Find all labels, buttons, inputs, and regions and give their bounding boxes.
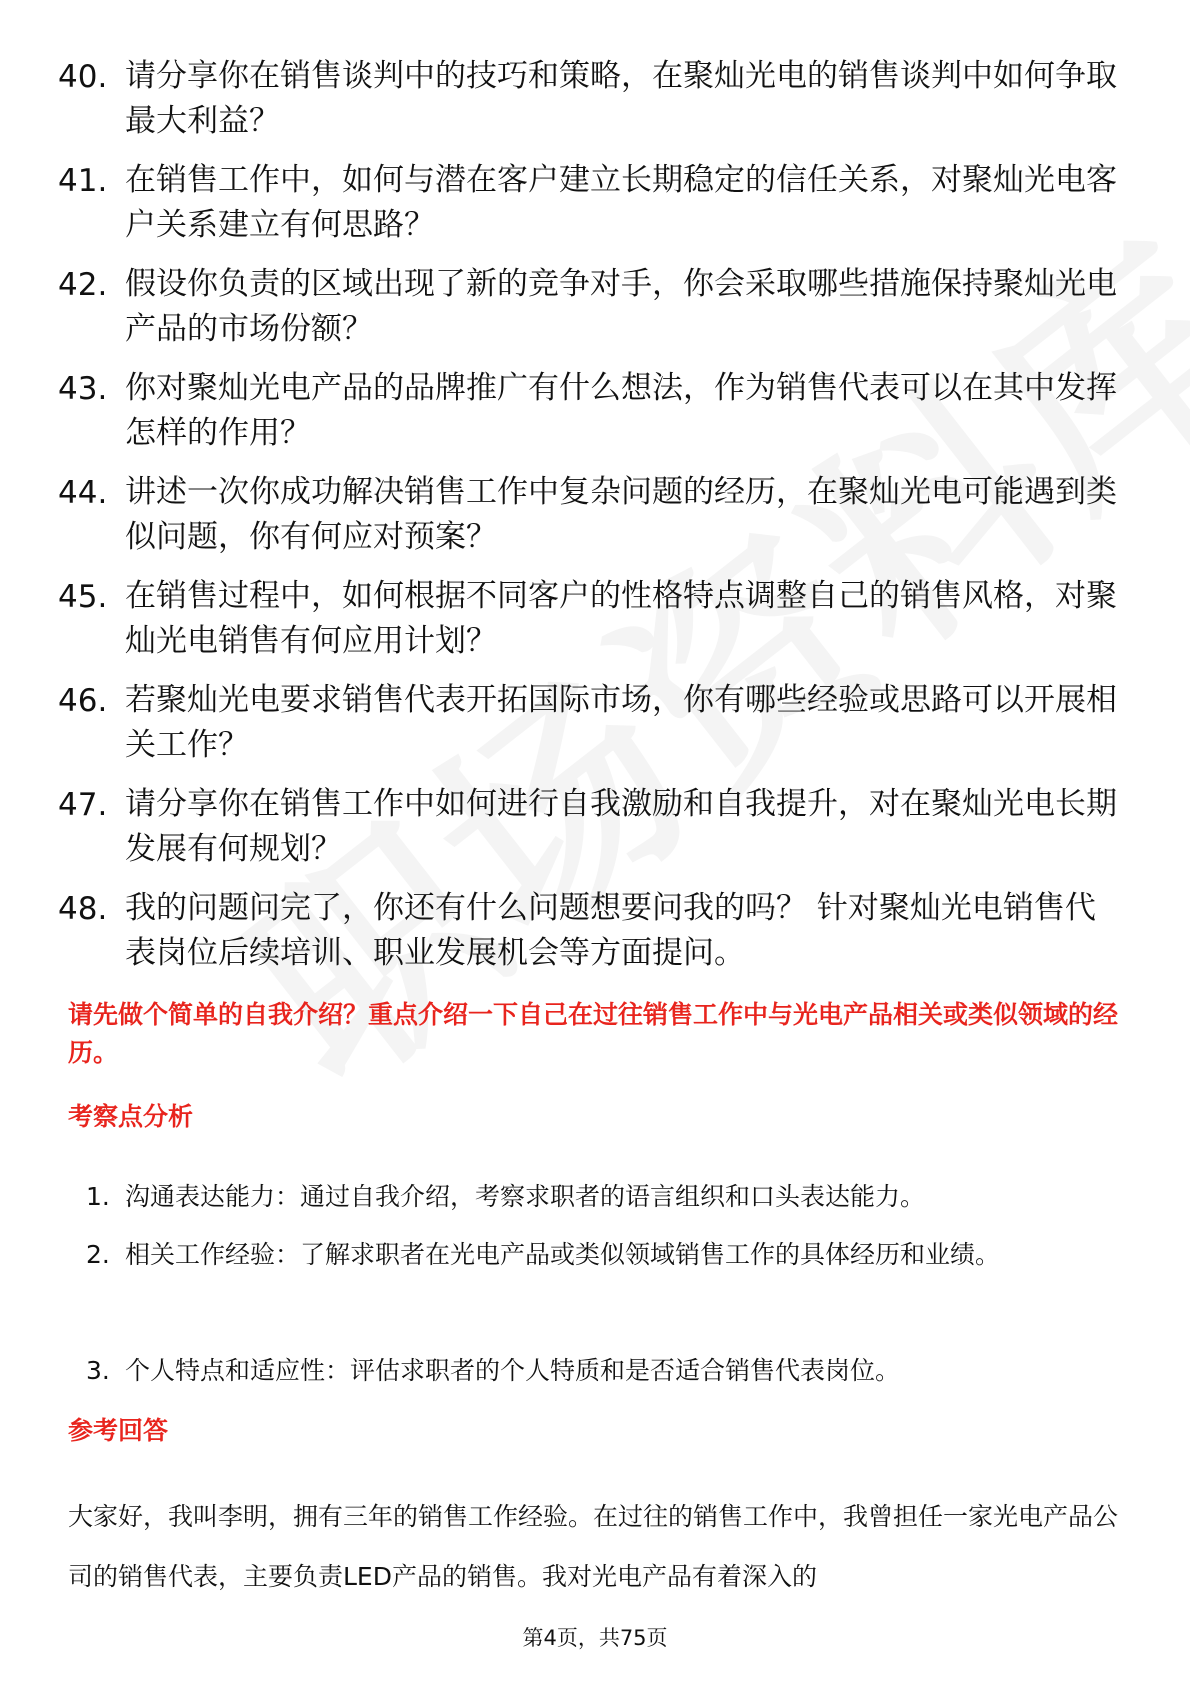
question-number: 46. <box>58 683 108 719</box>
question-item <box>0 258 1190 362</box>
list-number: 2. <box>86 1240 110 1269</box>
question-number: 42. <box>58 267 108 303</box>
question-text: 请分享你在销售谈判中的技巧和策略，在聚灿光电的销售谈判中如何争取最大利益？ <box>125 58 1117 139</box>
question-item <box>0 154 1190 258</box>
question-item <box>0 570 1190 674</box>
question-text: 假设你负责的区域出现了新的竞争对手，你会采取哪些措施保持聚灿光电产品的市场份额？ <box>125 266 1117 347</box>
question-item <box>0 50 1190 154</box>
analysis-heading: 考察点分析 <box>68 1102 194 1131</box>
question-number: 41. <box>58 163 108 199</box>
question-number: 47. <box>58 787 108 823</box>
reference-answer: 大家好，我叫李明，拥有三年的销售工作经验。在过往的销售工作中，我曾担任一家光电产品公司的销售代表，主要负责LED产品的销售。我对光电产品有着深入的 <box>68 1502 1119 1591</box>
question-text: 请分享你在销售工作中如何进行自我激励和自我提升，对在聚灿光电长期发展有何规划？ <box>125 786 1117 867</box>
list-text: 相关工作经验：了解求职者在光电产品或类似领域销售工作的具体经历和业绩。 <box>125 1240 1001 1269</box>
question-item <box>0 882 1190 986</box>
question-text: 在销售工作中，如何与潜在客户建立长期稳定的信任关系，对聚灿光电客户关系建立有何思路？ <box>125 162 1117 243</box>
question-number: 45. <box>58 579 108 615</box>
list-item <box>0 1342 1190 1400</box>
question-text: 若聚灿光电要求销售代表开拓国际市场，你有哪些经验或思路可以开展相关工作？ <box>125 682 1117 763</box>
list-item <box>0 1168 1190 1226</box>
list-text: 沟通表达能力：通过自我介绍，考察求职者的语言组织和口头表达能力。 <box>125 1182 926 1211</box>
list-item <box>0 1226 1190 1342</box>
question-item <box>0 674 1190 778</box>
analysis-list <box>0 1168 1190 1400</box>
question-list <box>0 50 1190 986</box>
question-text: 在销售过程中，如何根据不同客户的性格特点调整自己的销售风格，对聚灿光电销售有何应用计划？ <box>125 578 1117 659</box>
question-text: 我的问题问完了，你还有什么问题想要问我的吗？ 针对聚灿光电销售代表岗位后续培训、职业发展机会等方面提问。 <box>125 890 1096 971</box>
list-number: 1. <box>86 1182 110 1211</box>
question-item <box>0 466 1190 570</box>
question-number: 40. <box>58 59 108 95</box>
reference-heading: 参考回答 <box>68 1416 169 1445</box>
question-number: 48. <box>58 891 108 927</box>
list-text: 个人特点和适应性：评估求职者的个人特质和是否适合销售代表岗位。 <box>125 1356 901 1385</box>
highlight-question: 请先做个简单的自我介绍？重点介绍一下自己在过往销售工作中与光电产品相关或类似领域的经历。 <box>68 1000 1119 1067</box>
question-number: 43. <box>58 371 108 407</box>
page-number: 第4页，共75页 <box>522 1626 668 1650</box>
question-text: 讲述一次你成功解决销售工作中复杂问题的经历，在聚灿光电可能遇到类似问题，你有何应对预案？ <box>125 474 1117 555</box>
list-number: 3. <box>86 1356 110 1385</box>
question-item <box>0 778 1190 882</box>
question-text: 你对聚灿光电产品的品牌推广有什么想法，作为销售代表可以在其中发挥怎样的作用？ <box>125 370 1117 451</box>
question-number: 44. <box>58 475 108 511</box>
question-item <box>0 362 1190 466</box>
